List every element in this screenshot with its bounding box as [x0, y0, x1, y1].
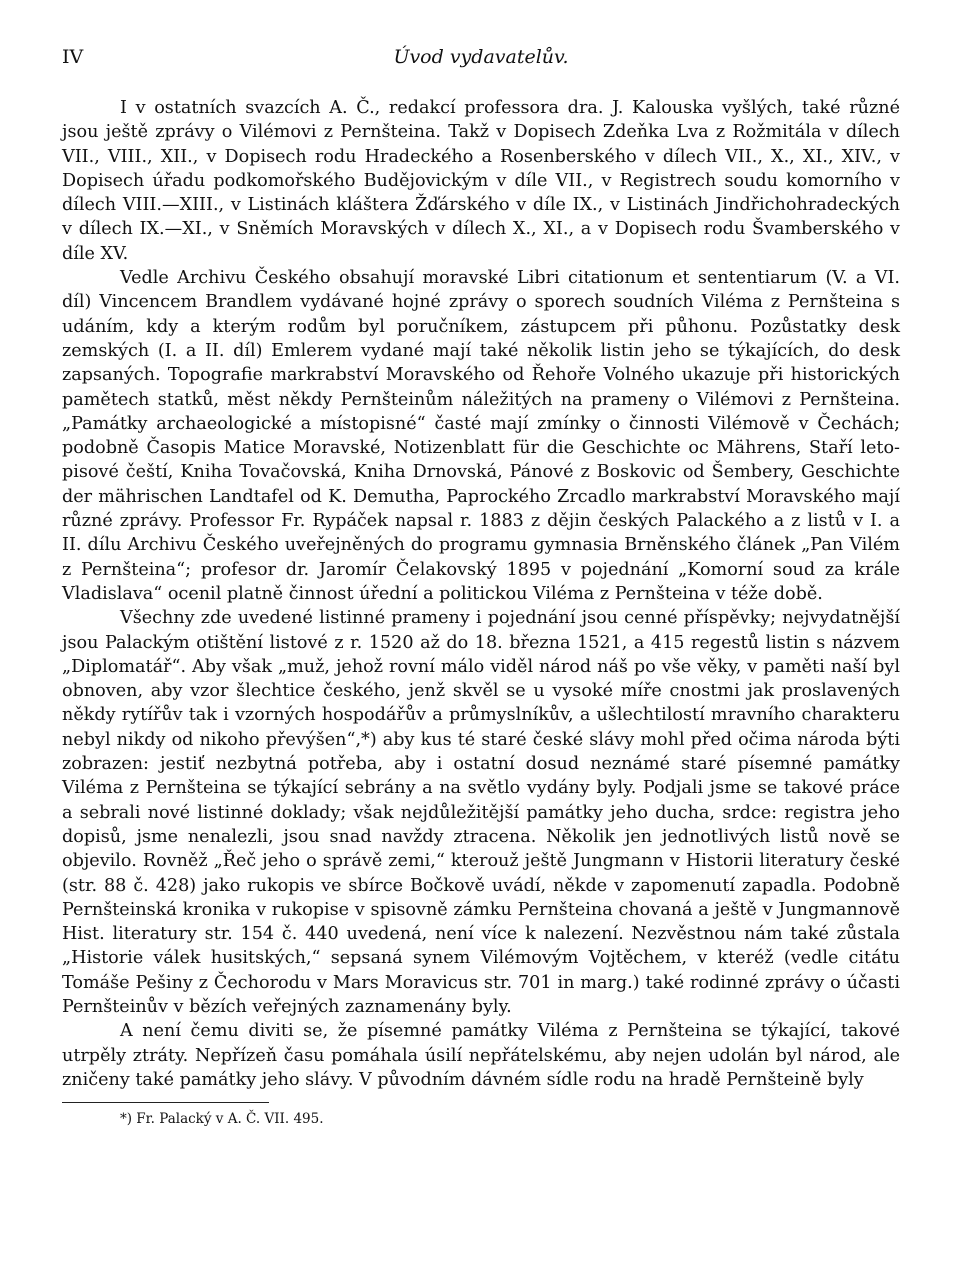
paragraph: Všechny zde uvedené listinné prameny i pojednání jsou cenné příspěvky; nejvydatnější jsou Palackým otištění listové z r. 1520 až do 18. března 1521, a 415 regestů listin s názvem „Diplomatář“. Aby však „muž, jehož rovní málo viděl národ náš po vše věky, v paměti naší byl obnoven, aby vzor šlechtice českého, jenž skvěl se u vysoké míře cnostmi jak proslavených někdy rytířův tak i vzorných hospodářův a průmyslníkův, a ušlechtilostí mravního charakteru nebyl nikdy od nikoho převýšen“,*) aby kus té staré české slávy mohl před očima národa býti zobrazen: jestiť nezbytná potřeba, aby i ostatní dosud neznámé staré písemné památky Viléma z Pernšteina se týkající sebrány a na světlo vydány byly. Podjali jsme se takové práce a sebrali nové listinné doklady; však nejdůležitější památky jeho ducha, srdce: registra jeho dopisů, jsme nenalezli, jsou snad navždy ztracena. Několik jen jednotlivých listů nově se objevilo. Rovněž „Řeč jeho o správě zemi,“ kterouž ještě Jungmann v Historii literatury české (str. 88 č. 428) jako rukopis ve sbírce Bočkově uvádí, někde v zapomenutí zapadla. Podobně Pernšteinská kronika v rukopise v spisovně zámku Pernšteina chovaná a ještě v Jungmannově Hist. literatury str. 154 č. 440 uvedená, není více k nalezení. Nezvěstnou nám také zůstala „Historie válek husitských,“ sepsaná synem Vilémovým Vojtěchem, v kteréž (vedle citátu Tomáše Pešiny z Čechorodu v Mars Moravicus str. 701 in marg.) také rodinné zprávy o účasti Pernšteinův v bězích veřejných zaznamenány byly.	[62, 608, 900, 1017]
body-text	[62, 96, 900, 1092]
paragraph: Vedle Archivu Českého obsahují moravské Libri citationum et sententiarum (V. a VI. díl) Vincencem Brandlem vydávané hojné zprávy o sporech soudních Viléma z Pernšteina s udáním, kdy a kterým rodům byl poručníkem, zástupcem při půhonu. Pozůstatky desk zemských (I. a II. díl) Emlerem vydané mají také několik listin jeho se týkajících, do desk zapsaných. Topografie markrabství Moravského od Řehoře Volného ukazuje při historických pamětech statků, měst někdy Pernšteinům náležitých na prameny o Vilémovi z Pernšteina. „Památky archaeologické a místopisné“ časté mají zmínky o činnosti Vilémově v Čechách; podobně Časopis Matice Moravské, Notizenblatt für die Geschichte oc Mährens, Staří letopisové čeští, Kniha Tovačovská, Kniha Drnovská, Pánové z Boskovic od Šembery, Geschichte der mährischen Landtafel od K. Demutha, Paprockého Zrcadlo markrabství Moravského mají různé zprávy. Professor Fr. Rypáček napsal r. 1883 z dějin českých Palackého a z listů v I. a II. dílu Archivu Českého uveřejněných do programu gymnasia Brněnského článek „Pan Vilém z Pernšteina“; profesor dr. Jaromír Čelakovský 1895 v pojednání „Komorní soud za krále Vladislava“ ocenil platně činnost úřední a politickou Viléma z Pernšteina v téže době.	[62, 268, 900, 604]
running-title: Úvod vydavatelův.	[393, 46, 569, 68]
paragraph: A není čemu diviti se, že písemné památky Viléma z Pernšteina se týkající, takové utrpěly ztráty. Nepřízeň času pomáhala úsilí nepřátelskému, aby nejen udolán byl národ, ale zničeny také památky jeho slávy. V původním dávném sídle rodu na hradě Pernšteině byly	[62, 1021, 900, 1090]
page-number: IV	[62, 46, 84, 68]
footnote: *) Fr. Palacký v A. Č. VII. 495.	[120, 1111, 324, 1128]
footnote-rule	[62, 1102, 269, 1103]
book-page	[62, 38, 900, 1129]
page-header	[62, 38, 900, 76]
paragraph: I v ostatních svazcích A. Č., redakcí professora dra. J. Kalouska vyšlých, také různé jsou ještě zprávy o Vilémovi z Pernšteina. Takž v Dopisech Zdeňka Lva z Rožmitála v dílech VII., VIII., XII., v Dopisech rodu Hradeckého a Rosenberského v dílech VII., X., XI., XIV., v Dopisech úřadu podkomořského Budějovickým v díle VII., v Registrech soudu komorního v dílech VIII.—XIII., v Listinách kláštera Žďárského v díle IX., v Listinách Jindřichohradeckých v dílech IX.—XI., v Sněmích Moravských v dílech X., XI., a v Dopisech rodu Švamberského v díle XV.	[62, 98, 900, 264]
